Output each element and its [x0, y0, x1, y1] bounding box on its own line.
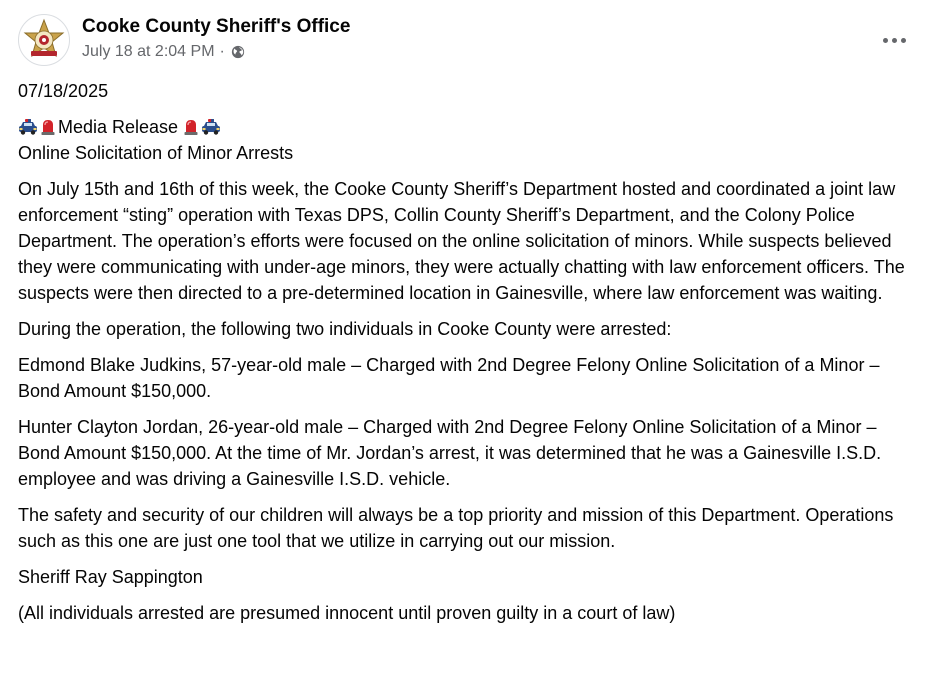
post-header: [18, 14, 918, 66]
globe-icon[interactable]: [231, 45, 245, 59]
post-paragraph: The safety and security of our children will always be a top priority and mission of this Department. Operations such as this one are just one tool that we utilize in carrying out our mission.: [18, 505, 894, 551]
date-line: 07/18/2025: [18, 81, 109, 101]
signature-line: Sheriff Ray Sappington: [18, 567, 203, 587]
page-name-link[interactable]: Cooke County Sheriff's Office: [82, 16, 351, 37]
post-meta: [82, 43, 245, 61]
post-paragraph: Hunter Clayton Jordan, 26-year-old male – Charged with 2nd Degree Felony Online Solicitation of a Minor – Bond Amount $150,000. At the time of Mr. Jordan’s arrest, it was determined that he was a Gainesville I.S.D. employee and was driving a Gainesville I.S.D. vehicle.: [18, 417, 882, 489]
meta-separator: ·: [219, 43, 225, 60]
avatar[interactable]: [18, 14, 70, 66]
siren-icon: [183, 118, 199, 136]
release-heading-line: [18, 114, 918, 140]
post-body: [18, 78, 918, 636]
police-car-icon: [201, 118, 221, 136]
disclaimer-line: (All individuals arrested are presumed innocent until proven guilty in a court of law): [18, 603, 676, 623]
post-paragraph: Edmond Blake Judkins, 57-year-old male – Charged with 2nd Degree Felony Online Solicitation of a Minor – Bond Amount $150,000.: [18, 355, 880, 401]
post-timestamp[interactable]: July 18 at 2:04 PM: [82, 43, 215, 60]
more-options-button[interactable]: [876, 22, 912, 58]
post-paragraph: During the operation, the following two individuals in Cooke County were arrested:: [18, 319, 672, 339]
more-options-icon: [883, 38, 906, 43]
subject-line: Online Solicitation of Minor Arrests: [18, 143, 294, 163]
sheriff-star-badge-icon: [19, 15, 69, 65]
siren-icon: [40, 118, 56, 136]
post-paragraph: On July 15th and 16th of this week, the Cooke County Sheriff’s Department hosted and coordinated a joint law enforcement “sting” operation with Texas DPS, Collin County Sheriff’s Department, and the Colony Police Department. The operation’s efforts were focused on the online solicitation of minors. While suspects believed they were communicating with under-age minors, they were actually chatting with law enforcement officers. The suspects were then directed to a pre-determined location in Gainesville, where law enforcement was waiting.: [18, 179, 905, 303]
police-car-icon: [18, 118, 38, 136]
release-heading: Media Release: [58, 117, 179, 137]
